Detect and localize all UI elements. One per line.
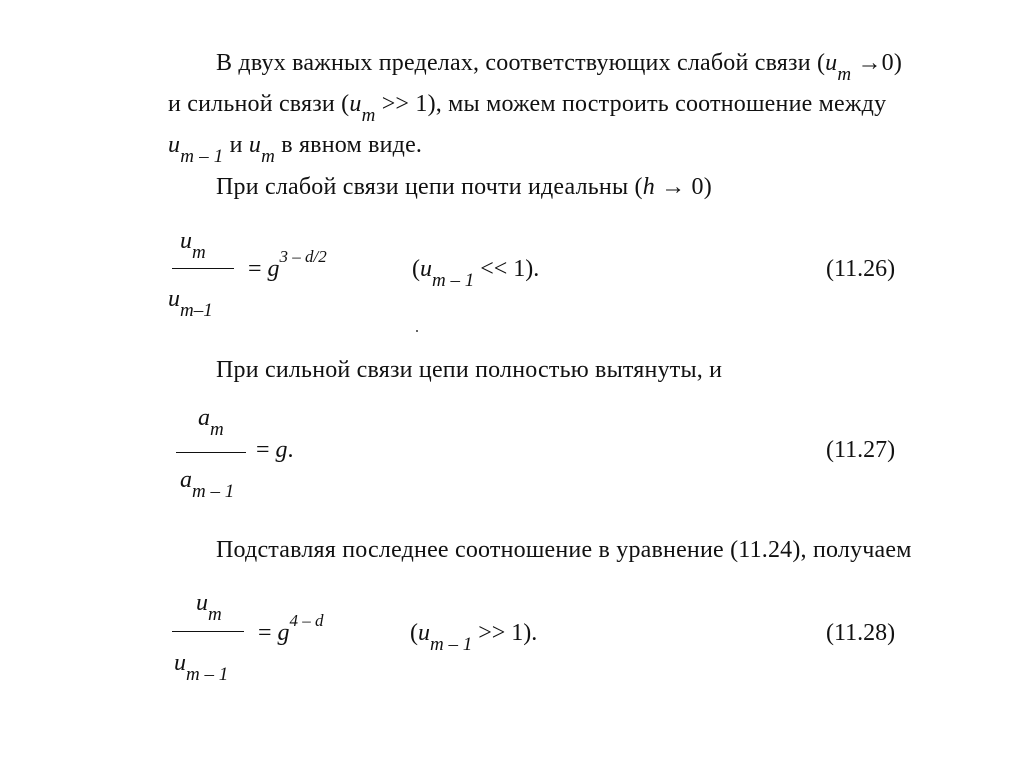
symbol-u: u (418, 620, 430, 646)
symbol-u: u (180, 228, 192, 254)
symbol-g: g (277, 620, 290, 646)
numerator (196, 590, 222, 625)
denominator (174, 650, 229, 685)
subscript-m: m (210, 419, 224, 440)
condition-end: >> 1). (472, 620, 538, 646)
subscript-m-minus-1: m–1 (180, 300, 213, 321)
print-speck (416, 330, 418, 332)
para1-line1-end: →0) (851, 50, 903, 76)
subscript-m-minus-1: m – 1 (192, 481, 235, 502)
numerator (198, 405, 224, 440)
subscript-m-minus-1: m – 1 (430, 634, 473, 655)
exponent: 4 – d (289, 611, 324, 630)
para1-line1-text: В двух важных пределах, соответствующих слабой связи ( (216, 50, 826, 76)
equation-number: (11.27) (826, 437, 896, 463)
subscript-m: m (837, 64, 852, 85)
para1-line3 (168, 130, 423, 167)
equals-sign: = (256, 437, 276, 463)
subscript-m: m (261, 146, 276, 167)
equation-number: (11.28) (826, 620, 896, 646)
denominator (168, 286, 213, 321)
condition (412, 256, 540, 291)
para1-line2-end: >> 1), мы можем построить соотношение между (375, 91, 887, 117)
para4 (216, 535, 912, 565)
para3 (216, 355, 722, 385)
para2-text: При слабой связи цепи почти идеальны ( (216, 174, 643, 200)
right-hand-side (258, 611, 324, 647)
para1-line3-end: в явном виде. (275, 132, 423, 158)
paren-open: ( (410, 620, 418, 646)
para1-line2-start: и сильной связи ( (168, 91, 350, 117)
subscript-m: m (361, 105, 376, 126)
symbol-u: u (248, 132, 262, 158)
exponent: 3 – d/2 (279, 247, 327, 266)
condition-end: << 1). (474, 256, 540, 282)
equals-sign: = (248, 256, 268, 282)
para2 (216, 172, 712, 202)
symbol-u: u (168, 132, 181, 158)
symbol-a: a (180, 467, 192, 493)
symbol-u: u (349, 91, 362, 117)
fraction-bar (172, 268, 234, 269)
subscript-m-minus-1: m – 1 (180, 146, 224, 167)
denominator (180, 467, 235, 502)
para2-end: → 0) (654, 174, 712, 200)
numerator (180, 228, 206, 263)
symbol-a: a (198, 405, 210, 431)
right-hand-side (248, 247, 327, 283)
conjunction: и (223, 132, 249, 158)
symbol-u: u (196, 590, 208, 616)
period: . (287, 437, 294, 463)
para4-text: Подставляя последнее соотношение в уравнение (11.24), получаем (216, 537, 912, 563)
subscript-m: m (192, 242, 206, 263)
para3-text: При сильной связи цепи полностью вытянуты, и (216, 357, 723, 383)
symbol-g: g (275, 437, 288, 463)
equation-number: (11.26) (826, 256, 896, 282)
para1-line1 (216, 48, 903, 85)
fraction-bar (176, 452, 246, 453)
subscript-m-minus-1: m – 1 (432, 270, 475, 291)
equals-sign: = (258, 620, 278, 646)
right-hand-side (256, 437, 294, 464)
symbol-u: u (168, 286, 180, 312)
para1-line2 (168, 89, 887, 126)
symbol-u: u (825, 50, 838, 76)
symbol-u: u (420, 256, 432, 282)
symbol-h: h (642, 174, 655, 200)
paren-open: ( (412, 256, 420, 282)
subscript-m: m (208, 604, 222, 625)
fraction-bar (172, 631, 244, 632)
condition (410, 620, 538, 655)
subscript-m-minus-1: m – 1 (186, 664, 229, 685)
symbol-u: u (174, 650, 186, 676)
symbol-g: g (267, 256, 280, 282)
